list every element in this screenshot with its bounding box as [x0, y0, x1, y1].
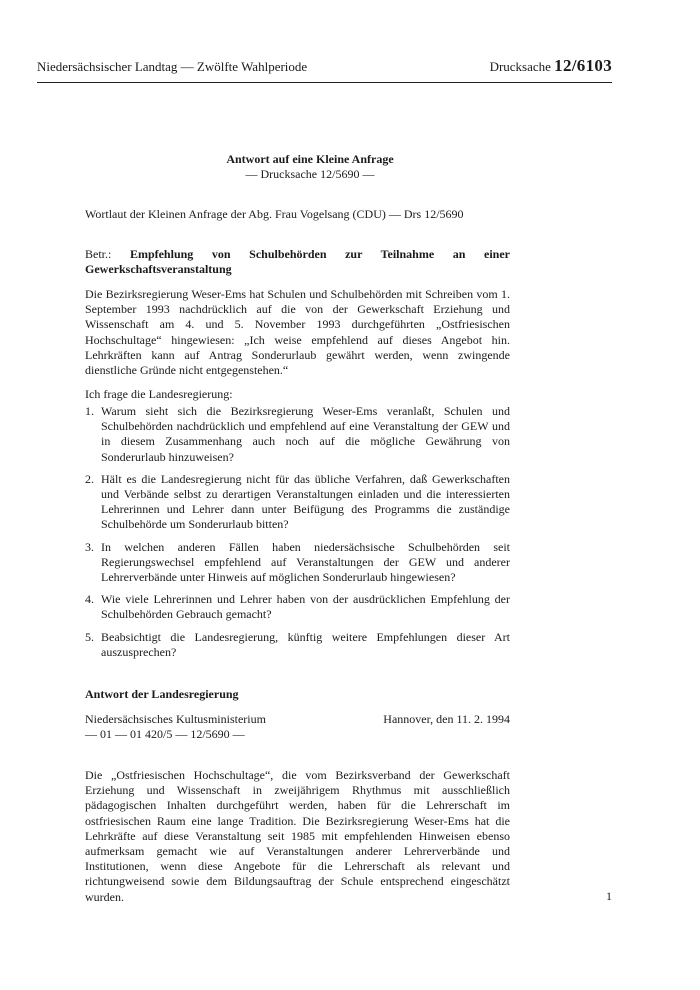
- drucksache-label: Drucksache: [489, 59, 551, 74]
- title-line-2: — Drucksache 12/5690 —: [245, 167, 375, 181]
- ministry-name: Niedersächsisches Kultusministerium: [85, 712, 266, 726]
- question-text: Hält es die Landesregierung nicht für das übliche Verfahren, daß Gewerkschaften und Verbände selbst zu derartigen Veranstaltungen einladen und die interessierten Lehrerinnen und Lehrer dann unter Beifügung des Programms die zuständige Schulbehörde um Sonderurlaub bitten?: [101, 471, 510, 532]
- antwort-heading: Antwort der Landesregierung: [85, 687, 239, 701]
- question-text: Warum sieht sich die Bezirksregierung Weser-Ems veranlaßt, Schulen und Schulbehörden nachdrücklich und empfehlend auf eine Veranstaltung der GEW und in diesem Zusammenhang auch noch auf die mögliche Gewährung von Sonderurlaub hinzuweisen?: [101, 404, 510, 464]
- question-number: 1.: [85, 404, 94, 418]
- ich-frage-line: Ich frage die Landesregierung:: [85, 387, 233, 401]
- question-number: 5.: [85, 629, 94, 644]
- question-number: 2.: [85, 471, 94, 486]
- answer-date: Hannover, den 11. 2. 1994: [383, 712, 510, 726]
- answer-paragraph: Die „Ostfriesischen Hochschultage“, die vom Bezirksverband der Gewerkschaft Erziehung und Wissenschaft in zweijährigem Rhythmus mit ausschließlich pädagogischen Inhalten durchgeführt werden, haben für die Lehrerschaft im ostfriesischen Raum eine lange Tradition. Die Bezirksregierung Weser-Ems hat die Lehrkräfte auf diese Veranstaltung seit 1985 mit empfehlenden Hinweisen ebenso aufmerksam gemacht wie auf Veranstaltungen anderer Lehrerverbände und Institutionen, wenn diese Angebote für die Lehrerschaft als relevant und richtungweisend sowie dem Bildungsauftrag der Schule entsprechend eingeschätzt wurden.: [85, 768, 510, 904]
- question-item: [85, 540, 510, 586]
- title-line-1: Antwort auf eine Kleine Anfrage: [226, 152, 394, 166]
- header-parliament: Niedersächsischer Landtag — Zwölfte Wahlperiode: [37, 59, 308, 74]
- question-text: Beabsichtigt die Landesregierung, künftig weitere Empfehlungen dieser Art auszusprechen?: [101, 629, 510, 659]
- question-number: 3.: [85, 539, 94, 554]
- question-number: 4.: [85, 592, 94, 607]
- question-item: [85, 592, 510, 622]
- betreff-label: Betr.:: [85, 247, 112, 261]
- question-item: [85, 472, 510, 533]
- intro-paragraph: Die Bezirksregierung Weser-Ems hat Schulen und Schulbehörden mit Schreiben vom 1. September 1993 nachdrücklich auf die von der Gewerkschaft Erziehung und Wissenschaft am 4. und 5. November 1993 durchgeführten „Ostfriesischen Hochschultage“ hingewiesen: „Ich weise empfehlend auf dieses Angebot hin. Lehrkräften kann auf Antrag Sonderurlaub gewährt werden, wenn zwingende dienstliche Gründe nicht entgegenstehen.“: [85, 287, 510, 378]
- ministry-block: [85, 712, 510, 742]
- page-number: 1: [606, 889, 612, 903]
- header-drucksache: [490, 56, 612, 76]
- question-text: In welchen anderen Fällen haben niedersächsische Schulbehörden seit Regierungswechsel empfehlend auf Veranstaltungen der GEW und anderer Lehrerverbände unter Hinweis auf möglichen Sonderurlaub hingewiesen?: [101, 539, 510, 585]
- document-title: [150, 152, 470, 182]
- header-rule: [37, 82, 612, 83]
- page-header: [37, 56, 612, 78]
- drucksache-number: 12/6103: [554, 56, 612, 75]
- wortlaut-line: Wortlaut der Kleinen Anfrage der Abg. Frau Vogelsang (CDU) — Drs 12/5690: [85, 207, 464, 221]
- question-text: Wie viele Lehrerinnen und Lehrer haben von der ausdrücklichen Empfehlung der Schulbehörden Gebrauch gemacht?: [101, 592, 510, 622]
- betreff: [85, 247, 510, 277]
- betreff-text: Empfehlung von Schulbehörden zur Teilnahme an einer Gewerkschaftsveranstaltung: [85, 247, 510, 277]
- ministry-reference: — 01 — 01 420/5 — 12/5690 —: [85, 727, 245, 742]
- question-item: [85, 630, 510, 660]
- question-list: [85, 404, 510, 667]
- question-item: [85, 404, 510, 465]
